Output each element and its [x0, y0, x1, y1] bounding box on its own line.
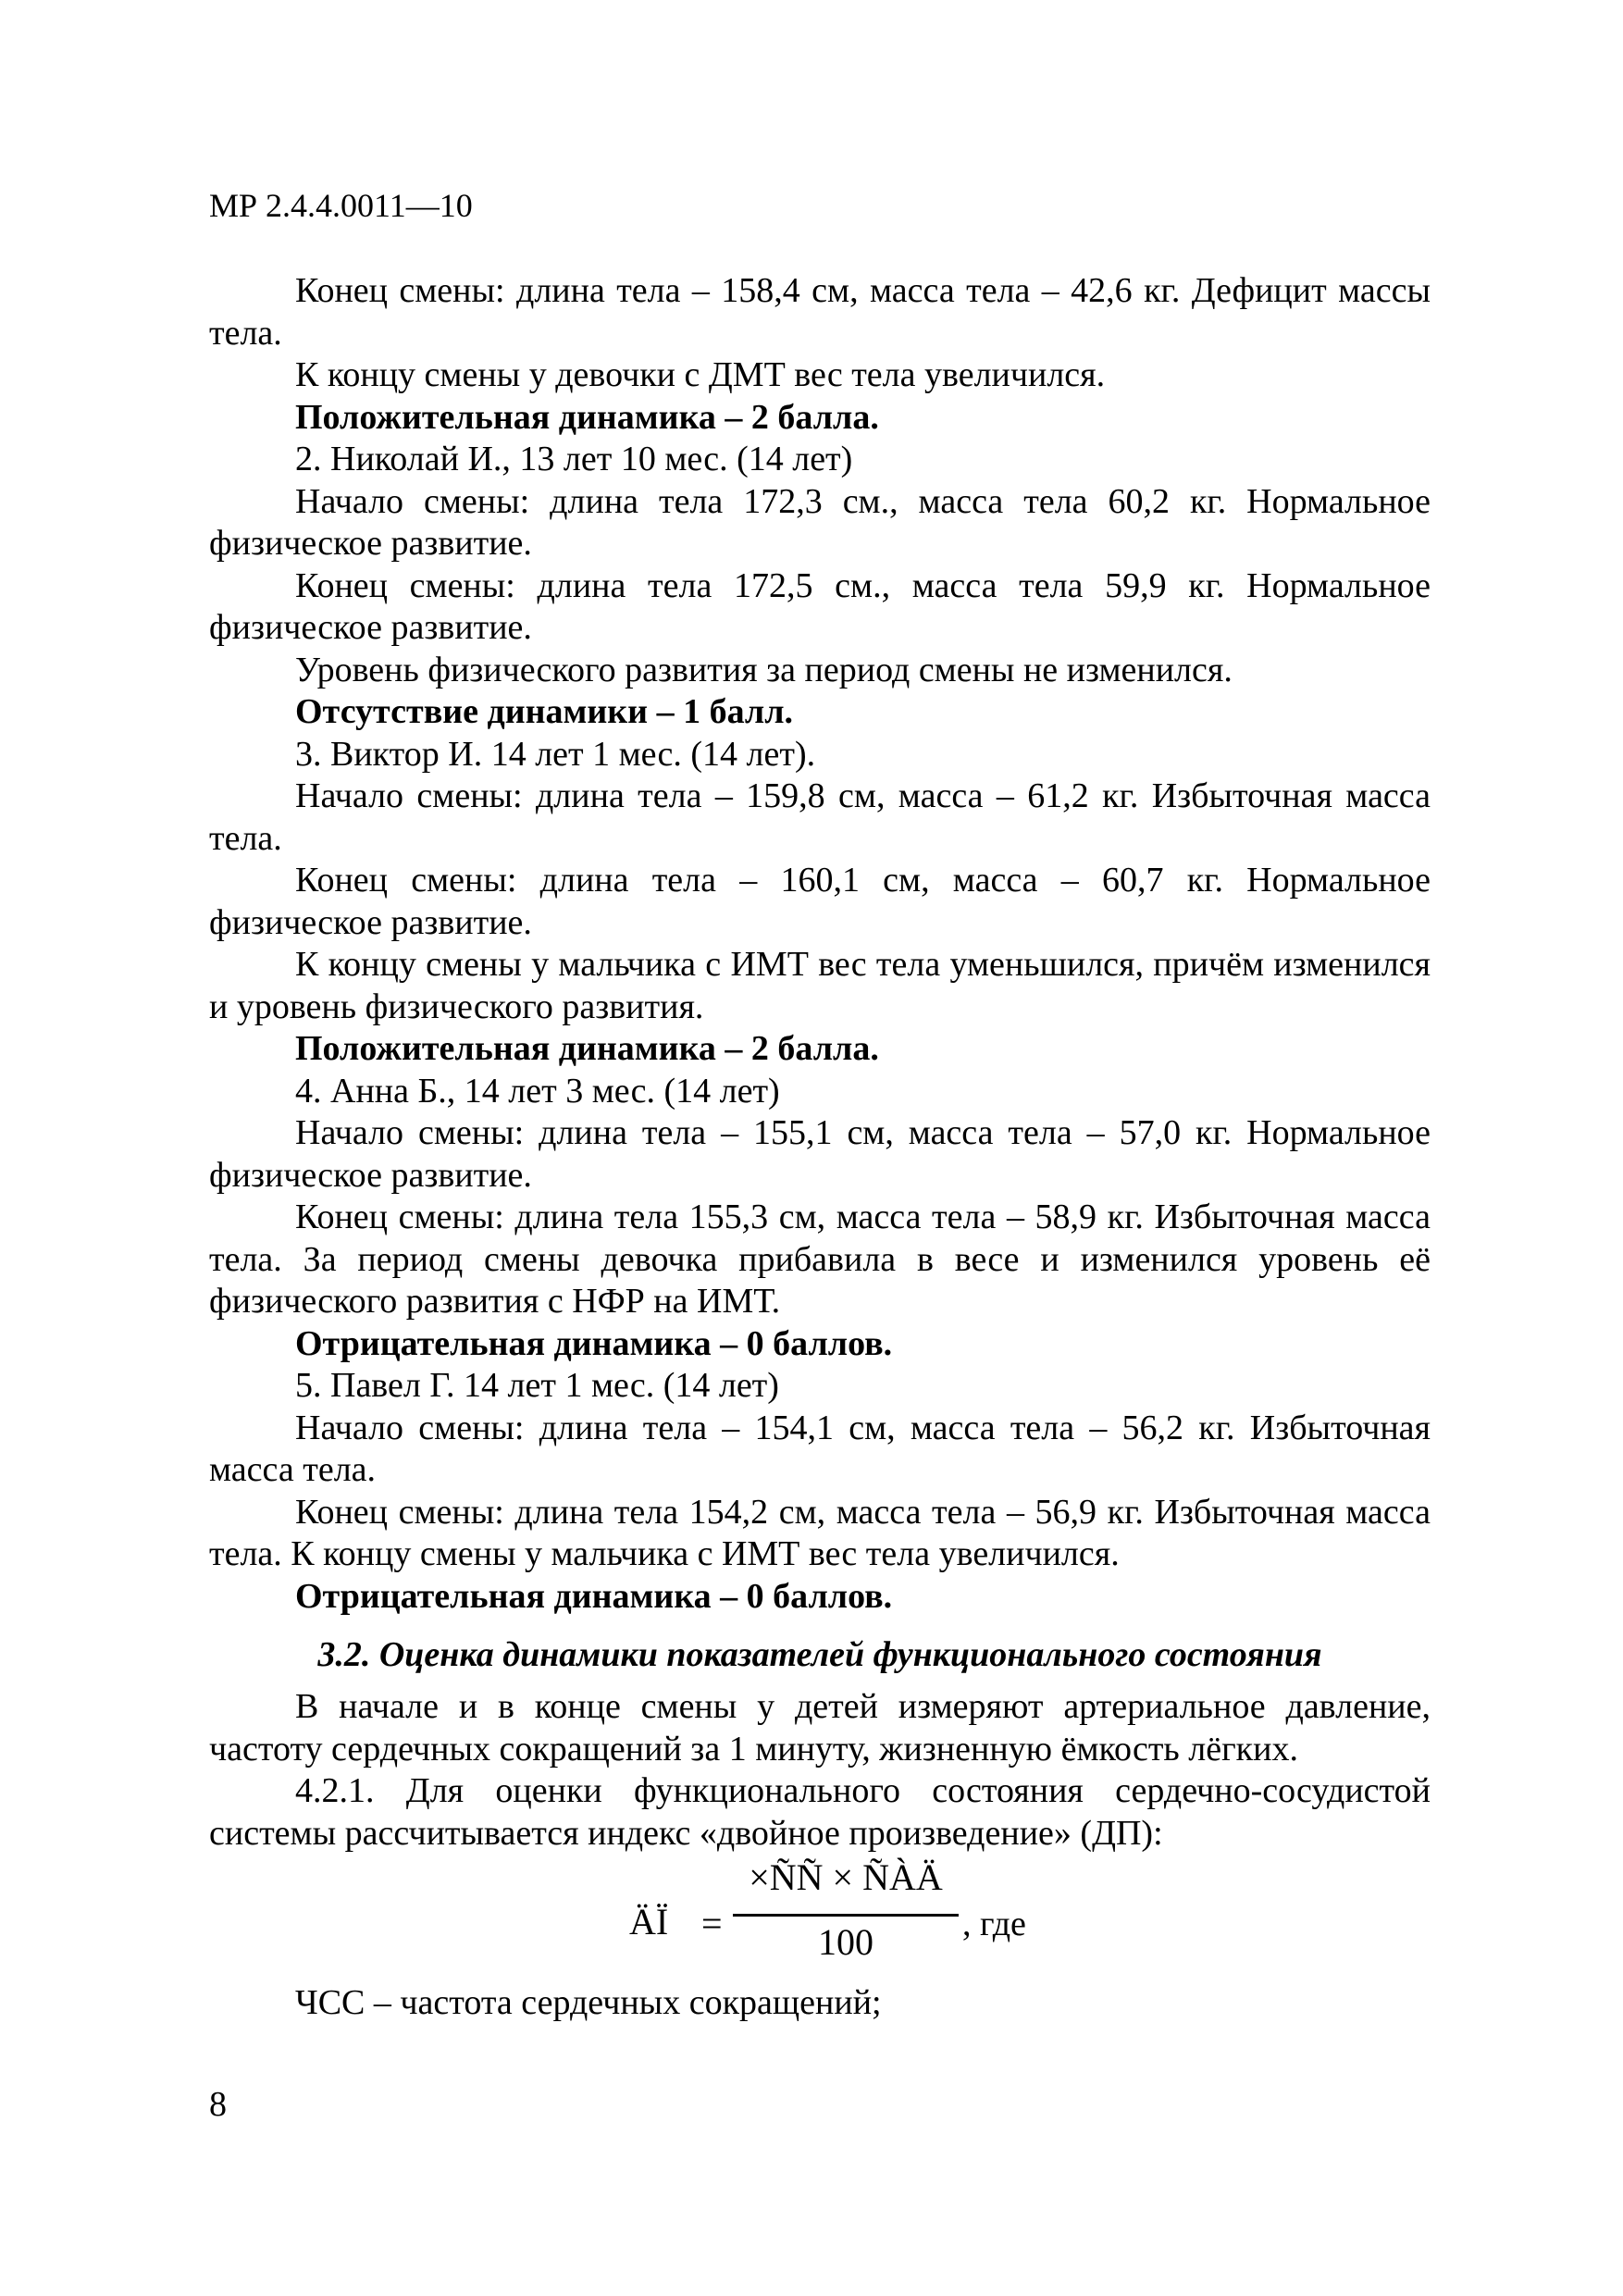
formula-equals-sign: =	[701, 1903, 723, 1944]
formula-lhs: ÄÏ	[629, 1901, 669, 1942]
document-code-header: МР 2.4.4.0011—10	[209, 187, 473, 224]
paragraph: Конец смены: длина тела 172,5 см., масса тела 59,9 кг. Нормальное физическое развитие.	[209, 565, 1431, 647]
case-title: 2. Николай И., 13 лет 10 мес. (14 лет)	[295, 440, 853, 478]
paragraph: Конец смены: длина тела – 158,4 см, масса тела – 42,6 кг. Дефицит массы тела.	[209, 271, 1431, 353]
paragraph: К концу смены у девочки с ДМТ вес тела увеличился.	[295, 355, 1106, 394]
paragraph: Начало смены: длина тела 172,3 см., масса тела 60,2 кг. Нормальное физическое развитие.	[209, 481, 1431, 563]
double-product-formula	[209, 1856, 1431, 1969]
fraction-bar	[733, 1914, 959, 1917]
formula-numerator: ×ÑÑ × ÑÀÄ	[749, 1856, 943, 1898]
paragraph: Конец смены: длина тела 154,2 см, масса тела – 56,9 кг. Избыточная масса тела. К концу смены у мальчика с ИМТ вес тела увеличился.	[209, 1492, 1431, 1573]
paragraph: Начало смены: длина тела – 155,1 см, масса тела – 57,0 кг. Нормальное физическое развитие.	[209, 1113, 1431, 1195]
body-text	[209, 270, 1431, 2025]
assessment-result: Положительная динамика – 2 балла.	[295, 397, 879, 437]
assessment-result: Положительная динамика – 2 балла.	[295, 1029, 879, 1068]
section-heading: 3.2. Оценка динамики показателей функционального состояния	[317, 1635, 1322, 1674]
formula-tail: , где	[962, 1905, 1026, 1943]
assessment-result: Отрицательная динамика – 0 баллов.	[295, 1576, 893, 1616]
case-title: 5. Павел Г. 14 лет 1 мес. (14 лет)	[295, 1366, 779, 1405]
paragraph: Начало смены: длина тела – 154,1 см, масса тела – 56,2 кг. Избыточная масса тела.	[209, 1408, 1431, 1489]
formula-denominator: 100	[818, 1921, 873, 1963]
assessment-result: Отрицательная динамика – 0 баллов.	[295, 1323, 893, 1363]
case-title: 4. Анна Б., 14 лет 3 мес. (14 лет)	[295, 1071, 780, 1111]
case-title: 3. Виктор И. 14 лет 1 мес. (14 лет).	[295, 734, 816, 774]
assessment-result: Отсутствие динамики – 1 балл.	[295, 692, 794, 731]
paragraph: К концу смены у мальчика с ИМТ вес тела уменьшился, причём изменился и уровень физического развития.	[209, 945, 1431, 1026]
paragraph: В начале и в конце смены у детей измеряют артериальное давление, частоту сердечных сокращений за 1 минуту, жизненную ёмкость лёгких.	[209, 1687, 1431, 1769]
paragraph: ЧСС – частота сердечных сокращений;	[295, 1983, 882, 2022]
paragraph: Конец смены: длина тела 155,3 см, масса тела – 58,9 кг. Избыточная масса тела. За период смены девочка прибавила в весе и изменился уровень её физического развития с НФР на ИМТ.	[209, 1198, 1431, 1321]
paragraph: Конец смены: длина тела – 160,1 см, масса – 60,7 кг. Нормальное физическое развитие.	[209, 861, 1431, 942]
page-number: 8	[209, 2085, 227, 2124]
paragraph: Уровень физического развития за период смены не изменился.	[295, 650, 1233, 689]
paragraph: Начало смены: длина тела – 159,8 см, масса – 61,2 кг. Избыточная масса тела.	[209, 776, 1431, 858]
paragraph: 4.2.1. Для оценки функционального состояния сердечно-сосудистой системы рассчитывается индекс «двойное произведение» (ДП):	[209, 1771, 1431, 1853]
